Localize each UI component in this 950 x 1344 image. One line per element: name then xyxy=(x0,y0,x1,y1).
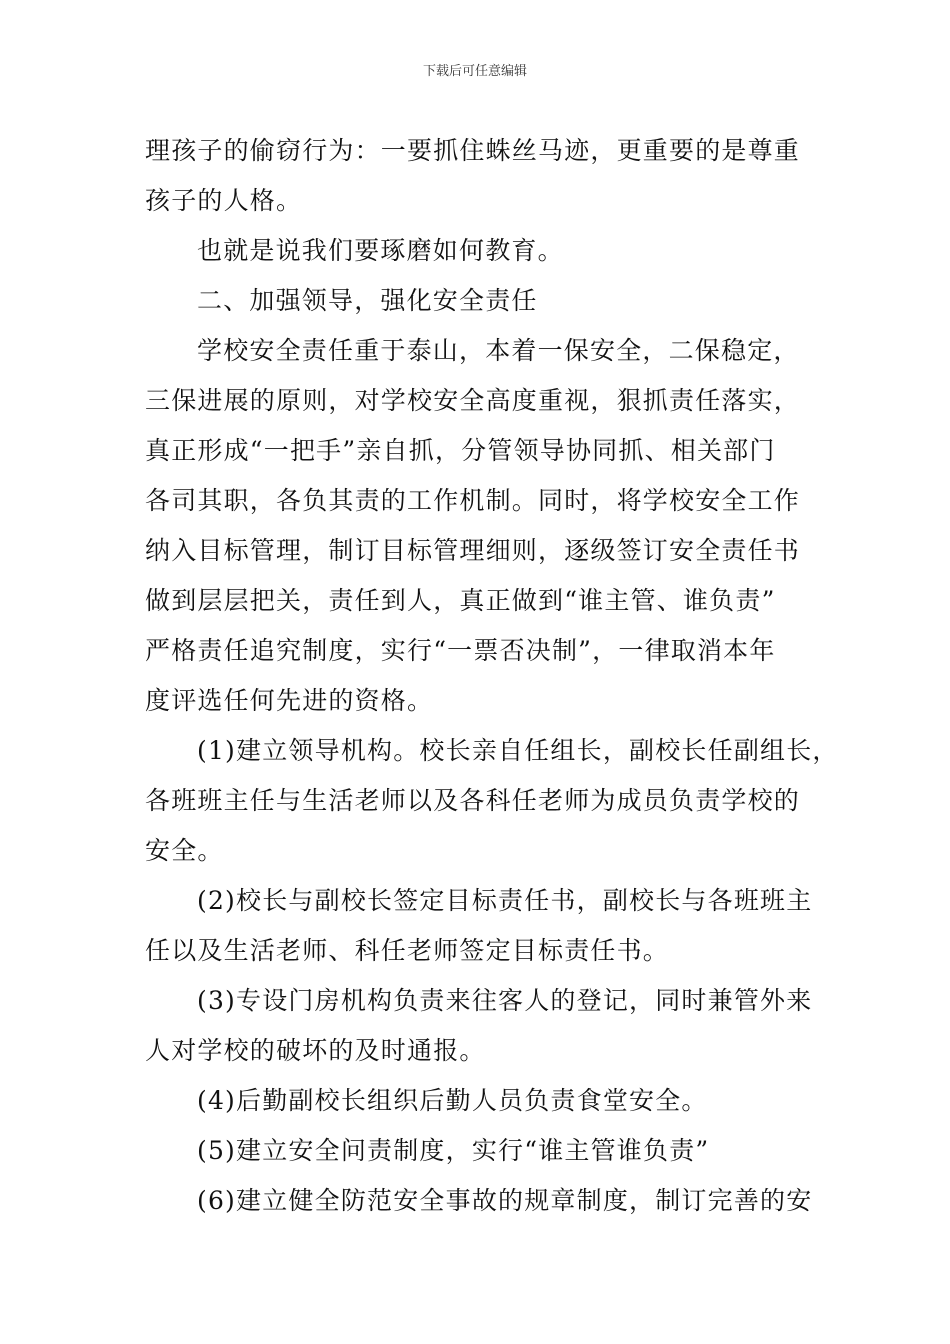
document-body xyxy=(145,126,845,1226)
text-line: (1)建立领导机构。校长亲自任组长，副校长任副组长， xyxy=(197,736,839,765)
text-line: (6)建立健全防范安全事故的规章制度，制订完善的安 xyxy=(197,1186,813,1215)
header-note: 下载后可任意编辑 xyxy=(422,64,527,79)
text-line: 度评选任何先进的资格。 xyxy=(145,686,434,715)
text-line: 人对学校的破坏的及时通报。 xyxy=(145,1036,486,1065)
text-line: 各班班主任与生活老师以及各科任老师为成员负责学校的 xyxy=(145,786,801,815)
text-line: 理孩子的偷窃行为：一要抓住蛛丝马迹，更重要的是尊重 xyxy=(145,136,801,165)
text-line: 各司其职，各负其责的工作机制。同时，将学校安全工作 xyxy=(145,486,801,515)
text-line: 安全。 xyxy=(145,836,224,865)
text-line: (5)建立安全问责制度，实行“谁主管谁负责” xyxy=(197,1136,710,1165)
text-line: (4)后勤副校长组织后勤人员负责食堂安全。 xyxy=(197,1086,708,1115)
text-line: 做到层层把关，责任到人，真正做到“谁主管、谁负责” xyxy=(145,586,776,615)
text-line: (3)专设门房机构负责来往客人的登记，同时兼管外来 xyxy=(197,986,813,1015)
text-line: 孩子的人格。 xyxy=(145,186,303,215)
text-line: 三保进展的原则，对学校安全高度重视，狠抓责任落实， xyxy=(145,386,801,415)
text-line: 真正形成“一把手”亲自抓，分管领导协同抓、相关部门 xyxy=(145,436,776,465)
text-line: 学校安全责任重于泰山，本着一保安全，二保稳定， xyxy=(197,336,800,365)
text-line: 也就是说我们要琢磨如何教育。 xyxy=(197,236,564,265)
text-line: 任以及生活老师、科任老师签定目标责任书。 xyxy=(145,936,670,965)
text-line: (2)校长与副校长签定目标责任书，副校长与各班班主 xyxy=(197,886,813,915)
section-heading: 二、加强领导，强化安全责任 xyxy=(197,286,538,315)
text-line: 纳入目标管理，制订目标管理细则，逐级签订安全责任书 xyxy=(145,536,801,565)
text-line: 严格责任追究制度，实行“一票否决制”，一律取消本年 xyxy=(145,636,776,665)
